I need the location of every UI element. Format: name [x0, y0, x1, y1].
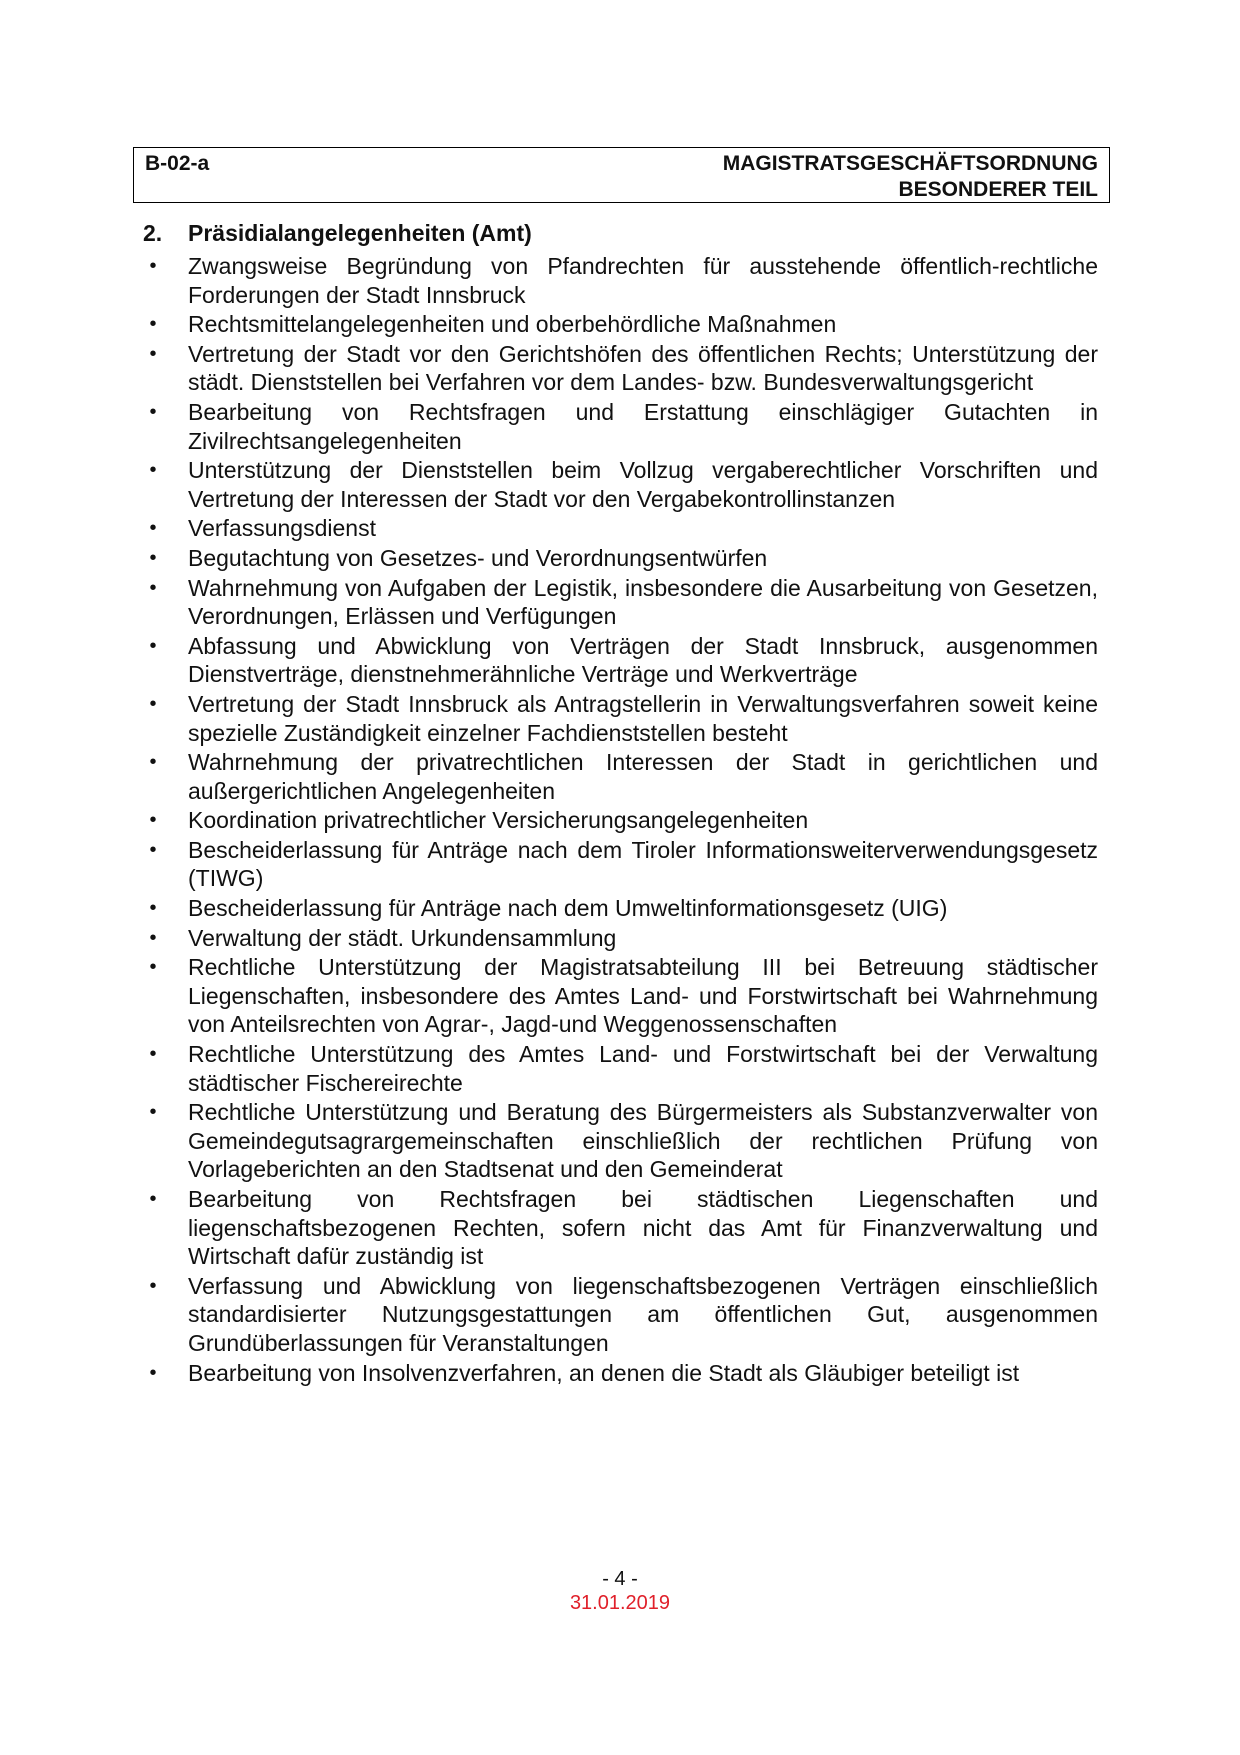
- bullet-icon: •: [149, 546, 157, 569]
- list-item: [143, 252, 1098, 309]
- list-item-text: Zwangsweise Begründung von Pfandrechten für ausstehende öffentlich-rechtliche Forderungen der Stadt Innsbruck: [188, 253, 1098, 308]
- page-number: - 4 -: [602, 1568, 638, 1590]
- list-item-text: Vertretung der Stadt Innsbruck als Antragstellerin in Verwaltungsverfahren soweit keine spezielle Zuständigkeit einzelner Fachdienststellen besteht: [188, 690, 1098, 746]
- footer-date: 31.01.2019: [569, 1592, 671, 1614]
- list-item-text: Unterstützung der Dienststellen beim Vollzug vergaberechtlicher Vorschriften und Vertretung der Interessen der Stadt vor den Vergabekontrollinstanzen: [188, 457, 1098, 512]
- list-item-text: Bescheiderlassung für Anträge nach dem Tiroler Informationsweiterverwendungsgesetz (TIWG): [188, 836, 1098, 892]
- bullet-icon: •: [149, 255, 157, 277]
- list-item: [143, 690, 1098, 747]
- list-item: [143, 456, 1098, 513]
- list-item-text: Verfassung und Abwicklung von liegenschaftsbezogenen Verträgen einschließlich standardisierter Nutzungsgestattungen am öffentlichen Gut, ausgenommen Grundüberlassungen für Veranstaltungen: [188, 1272, 1098, 1356]
- list-item-text: Koordination privatrechtlicher Versicherungsangelegenheiten: [188, 807, 809, 834]
- bullet-icon: •: [149, 313, 157, 336]
- list-item-text: Bearbeitung von Rechtsfragen und Erstattung einschlägiger Gutachten in Zivilrechtsangelegenheiten: [188, 398, 1098, 454]
- bullet-icon: •: [149, 342, 157, 365]
- list-item: [143, 632, 1098, 689]
- list-item: [143, 1185, 1098, 1271]
- document-header: [133, 147, 1110, 203]
- bullet-icon: •: [149, 926, 157, 949]
- bullet-icon: •: [149, 1188, 157, 1210]
- bullet-icon: •: [149, 1361, 157, 1384]
- list-item-text: Bearbeitung von Rechtsfragen bei städtischen Liegenschaften und liegenschaftsbezogenen Rechten, sofern nicht das Amt für Finanzverwaltung und Wirtschaft dafür zuständig ist: [188, 1186, 1098, 1270]
- bullet-icon: •: [149, 838, 157, 861]
- bullet-icon: •: [149, 517, 157, 540]
- list-item-text: Rechtliche Unterstützung und Beratung des Bürgermeisters als Substanzverwalter von Gemeindegutsagrargemeinschaften einschließlich der rechtlichen Prüfung von Vorlageberichten an den Stadtsenat und den Gemeinderat: [188, 1099, 1098, 1183]
- list-item: [143, 1359, 1098, 1388]
- list-item-text: Wahrnehmung von Aufgaben der Legistik, insbesondere die Ausarbeitung von Gesetzen, Verordnungen, Erlässen und Verfügungen: [188, 574, 1098, 630]
- bullet-icon: •: [149, 897, 157, 920]
- document-title-block: [723, 151, 1098, 203]
- list-item: [143, 894, 1098, 923]
- list-item-text: Wahrnehmung der privatrechtlichen Interessen der Stadt in gerichtlichen und außergerichtlichen Angelegenheiten: [188, 749, 1098, 804]
- bullet-icon: •: [149, 956, 157, 979]
- list-item: [143, 544, 1098, 573]
- list-item-text: Bescheiderlassung für Anträge nach dem Umweltinformationsgesetz (UIG): [188, 895, 948, 922]
- list-item: [143, 836, 1098, 893]
- list-item: [143, 748, 1098, 805]
- list-item-text: Verfassungsdienst: [188, 515, 376, 542]
- bullet-icon: •: [149, 400, 157, 423]
- list-item-text: Verwaltung der städt. Urkundensammlung: [188, 924, 617, 951]
- document-title: MAGISTRATSGESCHÄFTSORDNUNG: [722, 152, 1098, 175]
- list-item-text: Bearbeitung von Insolvenzverfahren, an denen die Stadt als Gläubiger beteiligt ist: [188, 1359, 1020, 1386]
- bullet-icon: •: [149, 459, 157, 482]
- list-item: [143, 1098, 1098, 1184]
- bullet-icon: •: [149, 1274, 157, 1297]
- bullet-icon: •: [149, 692, 157, 715]
- section-number: 2.: [143, 220, 163, 246]
- bullet-icon: •: [149, 751, 157, 774]
- list-item-text: Rechtsmittelangelegenheiten und oberbehördliche Maßnahmen: [188, 311, 837, 338]
- list-item-text: Rechtliche Unterstützung der Magistratsabteilung III bei Betreuung städtischer Liegenschaften, insbesondere des Amtes Land- und Forstwirtschaft bei Wahrnehmung von Anteilsrechten von Agrar-, Jagd-und Weggenossenschaften: [188, 954, 1098, 1038]
- document-code: B-02-a: [145, 152, 210, 175]
- list-item: [143, 574, 1098, 631]
- list-item: [143, 924, 1098, 953]
- section-title: Präsidialangelegenheiten (Amt): [188, 220, 532, 246]
- list-item: [143, 514, 1098, 543]
- list-item: [143, 1272, 1098, 1358]
- list-item: [143, 953, 1098, 1039]
- list-item: [143, 310, 1098, 339]
- list-item-text: Abfassung und Abwicklung von Verträgen der Stadt Innsbruck, ausgenommen Dienstverträge, dienstnehmerähnliche Verträge und Werkverträge: [188, 632, 1098, 688]
- list-item: [143, 398, 1098, 455]
- bullet-icon: •: [149, 576, 157, 599]
- bullet-icon: •: [149, 1101, 157, 1124]
- section-heading: [143, 218, 532, 248]
- list-item: [143, 340, 1098, 397]
- bullet-icon: •: [149, 809, 157, 832]
- list-item: [143, 806, 1098, 835]
- list-item-text: Begutachtung von Gesetzes- und Verordnungsentwürfen: [188, 544, 768, 571]
- bullet-icon: •: [149, 634, 157, 657]
- list-item-text: Vertretung der Stadt vor den Gerichtshöfen des öffentlichen Rechts; Unterstützung der städt. Dienststellen bei Verfahren vor dem Landes- bzw. Bundesverwaltungsgericht: [188, 340, 1098, 396]
- responsibility-list: [143, 252, 1098, 1388]
- list-item-text: Rechtliche Unterstützung des Amtes Land- und Forstwirtschaft bei der Verwaltung städtischer Fischereirechte: [188, 1041, 1098, 1096]
- list-item: [143, 1040, 1098, 1097]
- document-subtitle: BESONDERER TEIL: [898, 178, 1098, 201]
- bullet-icon: •: [149, 1043, 157, 1066]
